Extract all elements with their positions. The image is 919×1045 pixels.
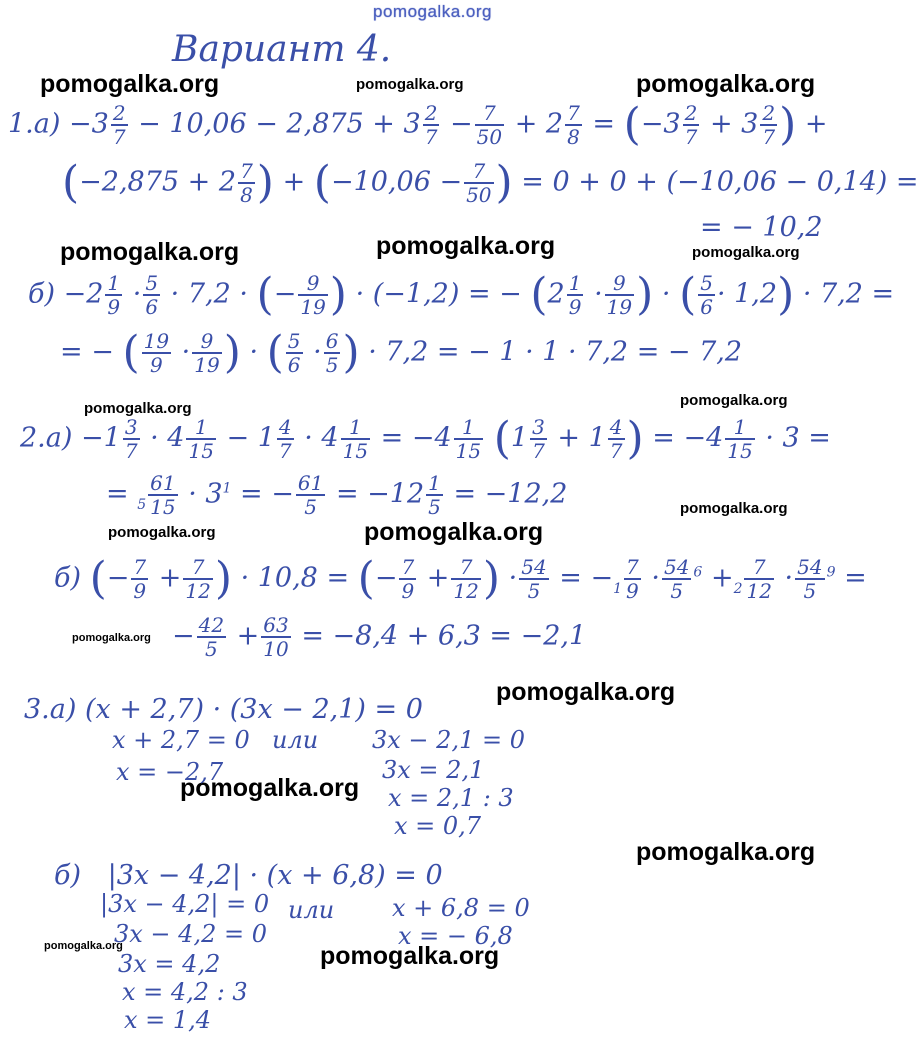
fraction: $\frac{1}{15}$ [342, 415, 369, 463]
fraction: $\frac{1}{15}$ [455, 415, 482, 463]
expr: = − [60, 336, 114, 368]
fraction: $\frac{7}{9}$ [626, 555, 639, 603]
expr: − [374, 562, 398, 594]
expr: −2 [63, 278, 104, 310]
expr: − 10,06 − 2,875 + 3 [138, 108, 421, 140]
expr: + [804, 108, 828, 140]
fraction: $\frac{2}{7}$ [424, 101, 438, 149]
fraction: $\frac{9}{19}$ [606, 271, 633, 319]
task-3b-right-1: x + 6,8 = 0 [392, 894, 530, 922]
expr: 1 [510, 422, 529, 454]
expr: = [592, 108, 616, 140]
watermark: pomogalka.org [680, 500, 788, 517]
fraction: $\frac{7}{8}$ [567, 101, 580, 149]
cancel-factor: 9 [826, 564, 836, 581]
fraction: $\frac{5}{6}$ [700, 271, 713, 319]
fraction: $\frac{4}{7}$ [278, 415, 292, 463]
watermark: pomogalka.org [180, 774, 360, 802]
expr: · 3 [188, 478, 223, 510]
expr: + [426, 562, 450, 594]
expr: + [158, 562, 182, 594]
watermark: pomogalka.org [40, 70, 220, 98]
fraction: $\frac{2}{7}$ [112, 101, 126, 149]
fraction: $\frac{1}{5}$ [428, 471, 441, 519]
fraction: $\frac{3}{7}$ [124, 415, 138, 463]
expr: + [710, 562, 734, 594]
watermark: pomogalka.org [84, 400, 192, 417]
variant-title: Вариант 4. [172, 29, 392, 70]
expr: = − [559, 562, 614, 594]
task-2b-label: б) [54, 562, 82, 594]
task-3a-left-1: x + 2,7 = 0 [112, 726, 250, 754]
expr: · 10,8 = [240, 562, 350, 594]
expr: · [661, 278, 671, 310]
task-3b-left-2: 3x − 4,2 = 0 [114, 920, 267, 948]
expr: + 2 [514, 108, 564, 140]
fraction: $\frac{7}{8}$ [240, 159, 253, 207]
task-3b-right-2: x = − 6,8 [398, 922, 513, 950]
expr: · [313, 336, 322, 368]
expr: = −4 [652, 422, 724, 454]
expr: + 3 [709, 108, 759, 140]
task-2a-line-1: 2.а) −1 $\frac{3}{7}$ · 4 $\frac{1}{15}$ − 1 $\frac{4}{7}$ · 4 $\frac{1}{15}$ = −4 $\frac{1}{15}$ (1 $\frac{3}{7}$ + 1 $\frac{4}{7}$ ) = −4 $\frac{1}{15}$ · 3 = [20, 413, 831, 464]
expr: · 3 = [765, 422, 831, 454]
expr: · [594, 278, 603, 310]
task-3b-line-1 [54, 862, 443, 889]
fraction: $\frac{54}{5}$ [663, 555, 690, 603]
expr: + [282, 166, 306, 198]
expr: · (−1,2) = − [355, 278, 522, 310]
fraction: $\frac{4}{7}$ [609, 415, 623, 463]
expr: = [106, 478, 129, 510]
expr: = −12 [335, 478, 425, 510]
watermark: pomogalka.org [364, 518, 544, 546]
task-3b-left-3: 3x = 4,2 [118, 950, 221, 978]
task-3a-right-4: x = 0,7 [394, 812, 482, 840]
expr: − 1 [226, 422, 275, 454]
fraction: $\frac{1}{9}$ [568, 271, 582, 319]
expr: −3 [69, 108, 109, 140]
expr: − [106, 562, 130, 594]
fraction: $\frac{54}{5}$ [521, 555, 547, 603]
expr: = [844, 562, 867, 594]
task-3a-label: 3.а) [24, 694, 77, 725]
expr: = −12,2 [453, 478, 568, 510]
task-3b-left-5: x = 1,4 [124, 1006, 212, 1034]
cancel-factor: 6 [693, 564, 703, 581]
watermark: pomogalka.org [692, 244, 800, 261]
cancel-factor: 1 [222, 480, 232, 497]
fraction: $\frac{5}{6}$ [145, 271, 159, 319]
task-1a-line-1: 1.а) −3 $\frac{2}{7}$ − 10,06 − 2,875 + 3 $\frac{2}{7}$ − $\frac{7}{50}$ + 2 $\frac{7}{8}$ = (−3 $\frac{2}{7}$ + 3 $\frac{2}{7}$ ) + [8, 99, 828, 150]
watermark: pomogalka.org [376, 232, 556, 260]
watermark: pomogalka.org [60, 238, 240, 266]
task-2b-line-1: б) (− $\frac{7}{9}$ + $\frac{7}{12}$ ) · 10,8 = (− $\frac{7}{9}$ + $\frac{7}{12}$ ) · $\frac{54}{5}$ = $-_1$ $\frac{7}{9}$ · $\frac{54}{5}$ $^6 +_2$ $\frac{7}{12}$ · $\frac{54}{5}$ $^9$ = [54, 553, 867, 604]
watermark: pomogalka.org [636, 70, 816, 98]
expr: = −4 [380, 422, 452, 454]
cancel-factor: 1 [613, 580, 623, 597]
watermark: pomogalka.org [636, 838, 816, 866]
watermark: pomogalka.org [72, 632, 151, 644]
task-1a-label: 1.а) [8, 108, 61, 140]
expr: · 7,2 = − 1 · 1 · 7,2 = − 7,2 [368, 336, 743, 368]
expr: · 4 [304, 422, 339, 454]
watermark: pomogalka.org [44, 940, 123, 952]
task-3b-or: или [288, 896, 335, 924]
fraction: $\frac{6}{5}$ [325, 329, 339, 377]
top-watermark: pomogalka.org [373, 2, 492, 21]
task-3a-or: или [272, 726, 319, 754]
expr: · 7,2 · [170, 278, 248, 310]
expr: · [784, 562, 794, 594]
fraction: $\frac{1}{9}$ [107, 271, 121, 319]
fraction: $\frac{9}{19}$ [194, 329, 220, 377]
expr: + [236, 620, 260, 652]
fraction: $\frac{7}{50}$ [466, 159, 492, 207]
expr: · [132, 278, 142, 310]
expr: · [651, 562, 660, 594]
fraction: $\frac{54}{5}$ [797, 555, 823, 603]
task-1b-line-1: б) −2 $\frac{1}{9}$ · $\frac{5}{6}$ · 7,2 · (− $\frac{9}{19}$ ) · (−1,2) = − (2 $\frac{1}{9}$ · $\frac{9}{19}$ ) · ( $\frac{5}{6}$ · 1,2) · 7,2 = [28, 269, 895, 320]
watermark: pomogalka.org [356, 76, 464, 93]
fraction: $\frac{5}{6}$ [287, 329, 301, 377]
fraction: $\frac{7}{12}$ [185, 555, 211, 603]
fraction: $\frac{7}{50}$ [476, 101, 503, 149]
fraction: $\frac{63}{10}$ [263, 613, 289, 661]
expr: · [508, 562, 518, 594]
fraction: $\frac{7}{9}$ [133, 555, 147, 603]
expr: · 1,2 [716, 278, 778, 310]
task-3b-left-1: |3x − 4,2| = 0 [100, 890, 270, 918]
expr: + 1 [557, 422, 606, 454]
expr: = −8,4 + 6,3 = −2,1 [301, 620, 587, 652]
fraction: $\frac{61}{5}$ [297, 471, 324, 519]
expr: − [271, 478, 294, 510]
fraction: $\frac{19}{9}$ [143, 329, 170, 377]
fraction: $\frac{42}{5}$ [198, 613, 225, 661]
expr: · 7,2 = [802, 278, 895, 310]
task-1a-line-2: (−2,875 + 2 $\frac{7}{8}$ ) + (−10,06 − $\frac{7}{50}$ ) = 0 + 0 + (−10,06 − 0,14) = [62, 157, 919, 208]
fraction: $\frac{7}{12}$ [453, 555, 479, 603]
expr: −10,06 − [330, 166, 463, 198]
fraction: $\frac{1}{15}$ [727, 415, 753, 463]
task-1a-line-3: = − 10,2 [700, 212, 823, 243]
fraction: $\frac{7}{12}$ [746, 555, 772, 603]
task-3b-left-4: x = 4,2 : 3 [122, 978, 248, 1006]
task-2a-label: 2.а) [20, 422, 73, 454]
expr: 2 [547, 278, 565, 310]
fraction: $\frac{1}{15}$ [188, 415, 214, 463]
expr: = 0 + 0 + [521, 166, 658, 198]
expr: (−10,06 − 0,14) = [666, 166, 919, 198]
expr: −1 [81, 422, 121, 454]
fraction: $\frac{2}{7}$ [762, 101, 776, 149]
expr: − [172, 620, 195, 652]
fraction: $\frac{9}{19}$ [300, 271, 326, 319]
task-1b-line-2: = − ( $\frac{19}{9}$ · $\frac{9}{19}$ ) · ( $\frac{5}{6}$ · $\frac{6}{5}$ ) · 7,2 = − 1 · 1 · 7,2 = − 7,2 [60, 327, 743, 378]
task-3a-left-2: x = −2,7 [116, 758, 224, 786]
fraction: $\frac{7}{9}$ [401, 555, 415, 603]
task-3b-label: б) [54, 860, 82, 891]
task-3a-right-2: 3x = 2,1 [382, 756, 485, 784]
task-1b-label: б) [28, 278, 56, 310]
expr: −3 [640, 108, 681, 140]
expr: · [181, 336, 191, 368]
watermark: pomogalka.org [680, 392, 788, 409]
task-3a-line-1 [24, 696, 423, 723]
fraction: $\frac{2}{7}$ [684, 101, 698, 149]
cancel-factor: 5 [137, 496, 147, 513]
expr: (x + 2,7) · (3x − 2,1) = 0 [85, 694, 423, 725]
task-2a-line-2 [106, 472, 567, 518]
expr: = [240, 478, 263, 510]
fraction: $\frac{61}{15}$ [150, 471, 176, 519]
watermark: pomogalka.org [496, 678, 676, 706]
task-2b-line-2 [172, 614, 586, 660]
task-3a-right-3: x = 2,1 : 3 [388, 784, 514, 812]
expr: |3x − 4,2| · (x + 6,8) = 0 [107, 860, 443, 891]
watermark: pomogalka.org [108, 524, 216, 541]
expr: −2,875 + 2 [79, 166, 237, 198]
expr: · 4 [150, 422, 185, 454]
expr: − [450, 108, 473, 140]
watermark: pomogalka.org [320, 942, 500, 970]
expr: − [273, 278, 297, 310]
task-3a-right-1: 3x − 2,1 = 0 [372, 726, 525, 754]
fraction: $\frac{3}{7}$ [532, 415, 545, 463]
cancel-factor: 2 [733, 580, 743, 597]
